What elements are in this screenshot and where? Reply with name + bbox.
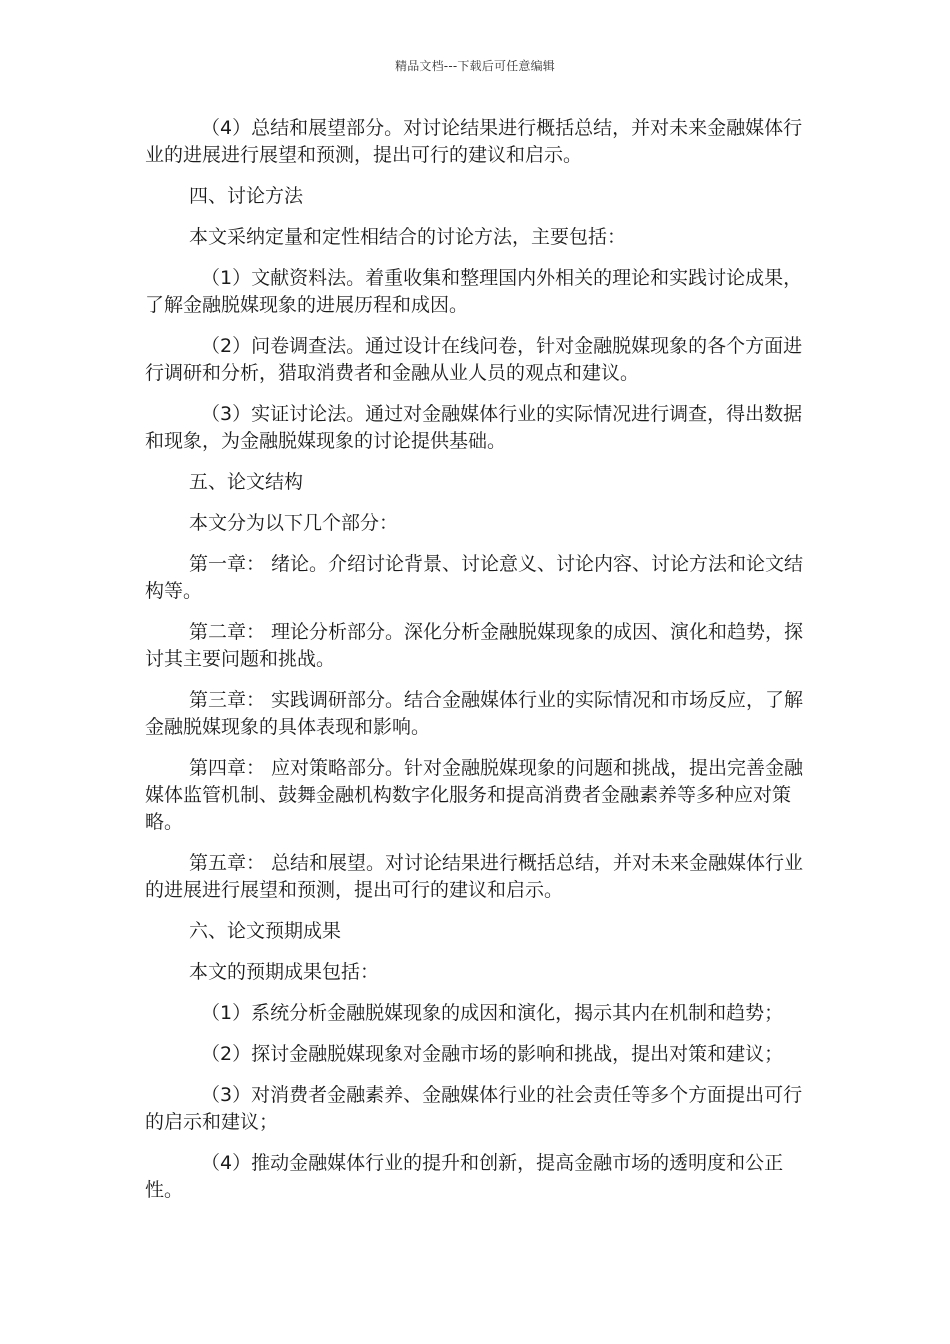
chapter-item: 第一章： 绪论。介绍讨论背景、讨论意义、讨论内容、讨论方法和论文结构等。 — [145, 553, 804, 602]
section-heading: 六、论文预期成果 — [189, 920, 342, 942]
list-item: （3）实证讨论法。通过对金融媒体行业的实际情况进行调查，得出数据和现象，为金融脱媒现象的讨论提供基础。 — [145, 403, 803, 452]
list-item: （2）探讨金融脱媒现象对金融市场的影响和挑战，提出对策和建议； — [201, 1043, 784, 1065]
list-item: （3）对消费者金融素养、金融媒体行业的社会责任等多个方面提出可行的启示和建议； — [145, 1084, 803, 1133]
paragraph: 本文分为以下几个部分： — [189, 512, 399, 534]
chapter-item: 第四章： 应对策略部分。针对金融脱媒现象的问题和挑战，提出完善金融媒体监管机制、鼓舞金融机构数字化服务和提高消费者金融素养等多种应对策略。 — [145, 757, 804, 833]
document-body — [145, 115, 810, 1218]
chapter-item: 第三章： 实践调研部分。结合金融媒体行业的实际情况和市场反应，了解金融脱媒现象的具体表现和影响。 — [145, 689, 804, 738]
list-item: （1）文献资料法。着重收集和整理国内外相关的理论和实践讨论成果，了解金融脱媒现象的进展历程和成因。 — [145, 267, 803, 316]
list-item: （2）问卷调查法。通过设计在线问卷，针对金融脱媒现象的各个方面进行调研和分析，猎取消费者和金融从业人员的观点和建议。 — [145, 335, 803, 384]
paragraph: 本文采纳定量和定性相结合的讨论方法，主要包括： — [189, 226, 627, 248]
section-heading: 五、论文结构 — [189, 471, 304, 493]
chapter-item: 第五章： 总结和展望。对讨论结果进行概括总结，并对未来金融媒体行业的进展进行展望和预测，提出可行的建议和启示。 — [145, 852, 804, 901]
page-header: 精品文档---下载后可任意编辑 — [395, 59, 555, 73]
list-item: （1）系统分析金融脱媒现象的成因和演化，揭示其内在机制和趋势； — [201, 1002, 784, 1024]
paragraph: （4）总结和展望部分。对讨论结果进行概括总结，并对未来金融媒体行业的进展进行展望和预测，提出可行的建议和启示。 — [145, 117, 803, 166]
section-heading: 四、讨论方法 — [189, 185, 304, 207]
paragraph: 本文的预期成果包括： — [189, 961, 380, 983]
chapter-item: 第二章： 理论分析部分。深化分析金融脱媒现象的成因、演化和趋势，探讨其主要问题和挑战。 — [145, 621, 804, 670]
list-item: （4）推动金融媒体行业的提升和创新，提高金融市场的透明度和公正性。 — [145, 1152, 784, 1201]
